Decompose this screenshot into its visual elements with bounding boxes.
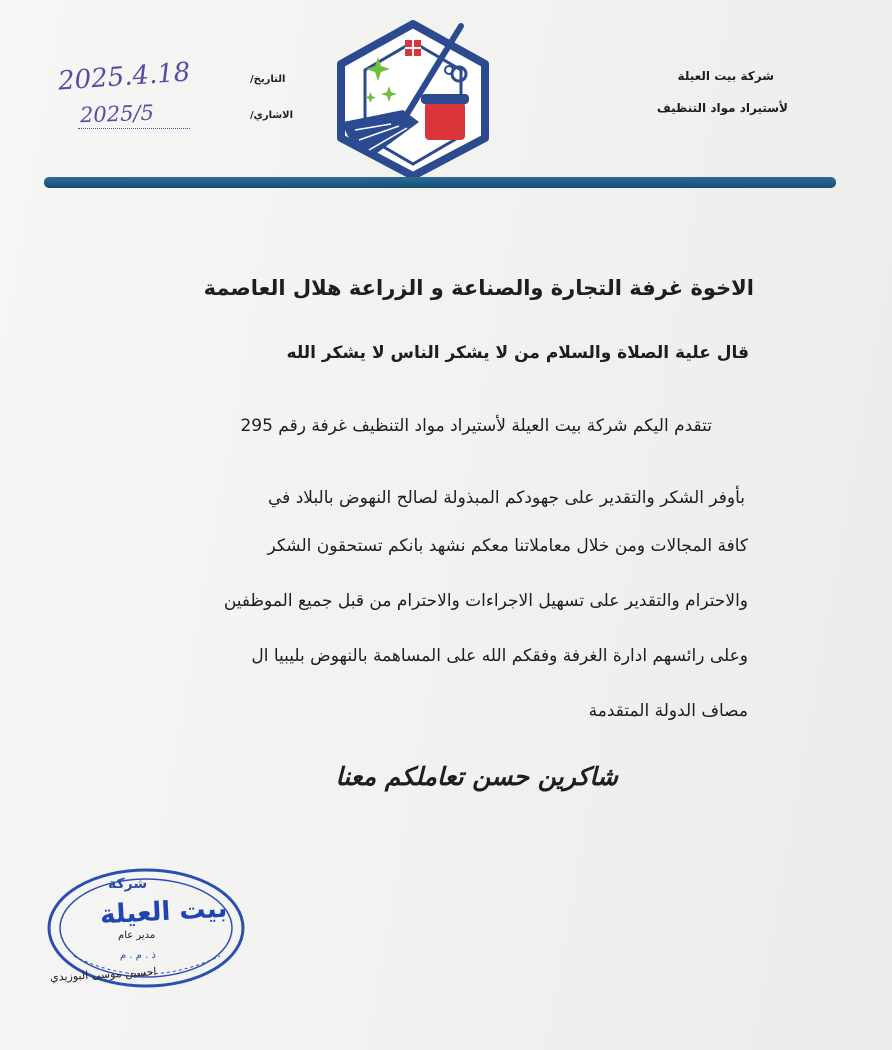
reference-underline [78, 128, 190, 129]
company-activity: لأستيراد مواد التنظيف [656, 101, 788, 115]
stamp-title: شركة [108, 876, 148, 892]
reference-label: الاشاري/ [250, 110, 294, 121]
letter-paragraph-line: والاحترام والتقدير على تسهيل الاجراءات والاحترام من قبل جميع الموظفين [223, 591, 748, 611]
letter-closing: شاكرين حسن تعاملكم معنا [335, 762, 618, 791]
letter-paragraph-line: كافة المجالات ومن خلال معاملاتنا معكم نشهد بانكم تستحقون الشكر [267, 536, 748, 556]
stamp-abbreviation: ذ . م . م [120, 950, 156, 961]
letter-greeting: قال علية الصلاة والسلام من لا يشكر الناس لا يشكر الله [286, 343, 749, 363]
letter-paragraph-line: مصاف الدولة المتقدمة [588, 701, 748, 721]
header-divider [44, 177, 836, 188]
letter-paragraph-line: وعلى رائسهم ادارة الغرفة وفقكم الله على المساهمة بالنهوض بليبيا ال [251, 646, 748, 666]
stamp-signatory: احسين موسى البوزيدي [49, 965, 157, 984]
letter-recipient-title: الاخوة غرفة التجارة والصناعة و الزراعة هلال العاصمة [203, 276, 754, 300]
reference-value: 2025/5 [79, 100, 155, 128]
company-header [656, 60, 788, 124]
letter-paragraph-line: تتقدم اليكم شركة بيت العيلة لأستيراد مواد التنظيف غرفة رقم 295 [240, 416, 712, 436]
stamp-company-name: بيت العيلة [99, 893, 228, 931]
date-label: التاريخ/ [250, 74, 286, 85]
company-name: شركة بيت العيلة [677, 69, 774, 83]
date-value: 2025.4.18 [57, 57, 192, 97]
letter-paragraph-line: بأوفر الشكر والتقدير على جهودكم المبذولة لصالح النهوض بالبلاد في [268, 488, 745, 508]
letter-meta [57, 57, 294, 130]
stamp-role: مدير عام [118, 930, 156, 941]
company-logo-icon [333, 18, 493, 178]
